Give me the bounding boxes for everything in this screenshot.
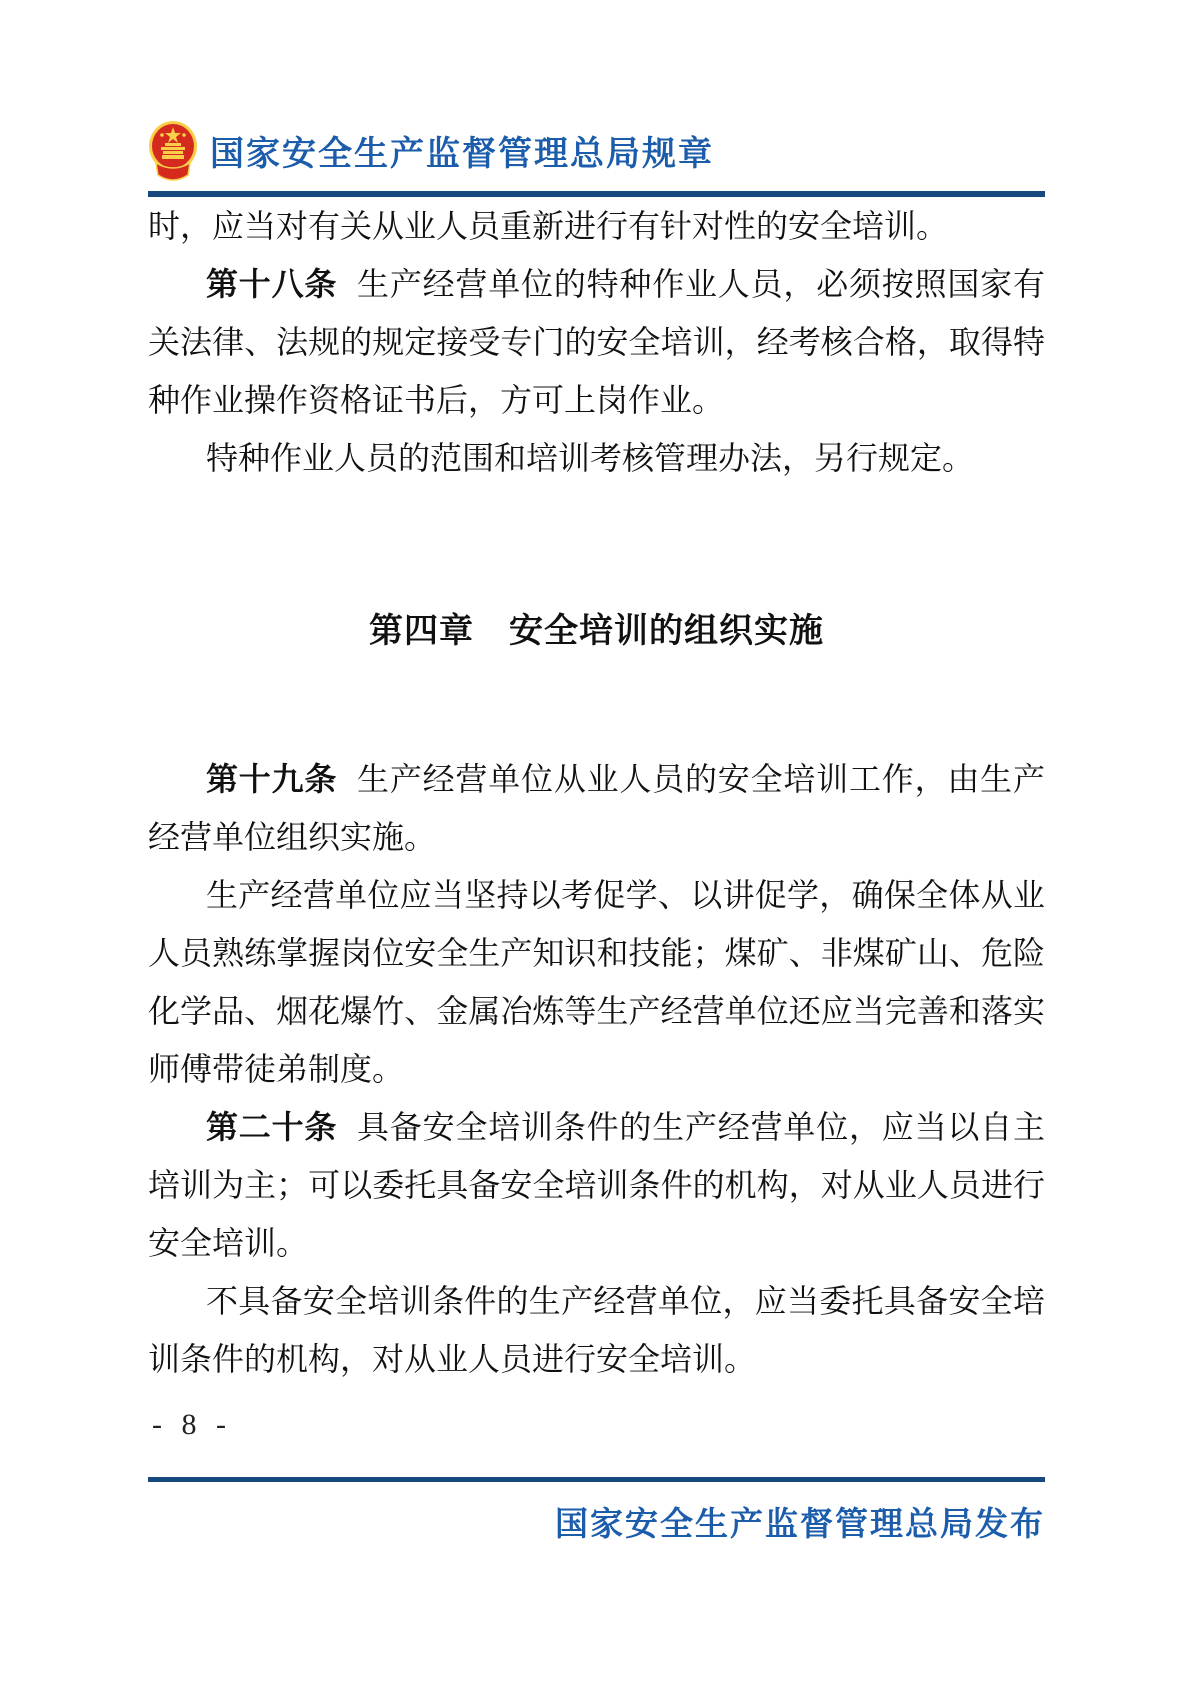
body-line: 第二十条 具备安全培训条件的生产经营单位，应当以自主 <box>206 1109 1045 1145</box>
body-line: 化学品、烟花爆竹、金属冶炼等生产经营单位还应当完善和落实 <box>148 993 1045 1029</box>
national-emblem-icon <box>148 119 198 181</box>
body-line: 安全培训。 <box>148 1225 309 1261</box>
header-title: 国家安全生产监督管理总局规章 <box>210 134 714 173</box>
header-row <box>148 118 1045 182</box>
body-line: 培训为主；可以委托具备安全培训条件的机构，对从业人员进行 <box>148 1167 1045 1203</box>
body-line: 经营单位组织实施。 <box>148 819 437 855</box>
page-header <box>148 118 1045 197</box>
body-line: 关法律、法规的规定接受专门的安全培训，经考核合格，取得特 <box>148 324 1045 360</box>
article-number: 第二十条 <box>206 1109 338 1145</box>
article-number: 第十八条 <box>206 266 338 302</box>
body-line: 师傅带徒弟制度。 <box>148 1051 405 1087</box>
article-number: 第十九条 <box>206 761 338 797</box>
body-line: 时，应当对有关从业人员重新进行有针对性的安全培训。 <box>148 208 949 244</box>
chapter-heading: 第四章 安全培训的组织实施 <box>369 612 824 650</box>
document-body <box>148 197 1045 1388</box>
body-line: 生产经营单位应当坚持以考促学、以讲促学，确保全体从业 <box>206 877 1045 913</box>
body-line: 人员熟练掌握岗位安全生产知识和技能；煤矿、非煤矿山、危险 <box>148 935 1045 971</box>
page-number: - 8 - <box>152 1408 232 1441</box>
body-line: 特种作业人员的范围和培训考核管理办法，另行规定。 <box>206 440 975 476</box>
body-line: 训条件的机构，对从业人员进行安全培训。 <box>148 1341 757 1377</box>
publisher-label: 国家安全生产监督管理总局发布 <box>555 1505 1045 1542</box>
body-line: 第十八条 生产经营单位的特种作业人员，必须按照国家有 <box>206 266 1045 302</box>
body-line: 种作业操作资格证书后，方可上岗作业。 <box>148 382 725 418</box>
body-line: 第十九条 生产经营单位从业人员的安全培训工作，由生产 <box>206 761 1045 797</box>
body-line: 不具备安全培训条件的生产经营单位，应当委托具备安全培 <box>206 1283 1045 1319</box>
footer-rule <box>148 1477 1045 1482</box>
